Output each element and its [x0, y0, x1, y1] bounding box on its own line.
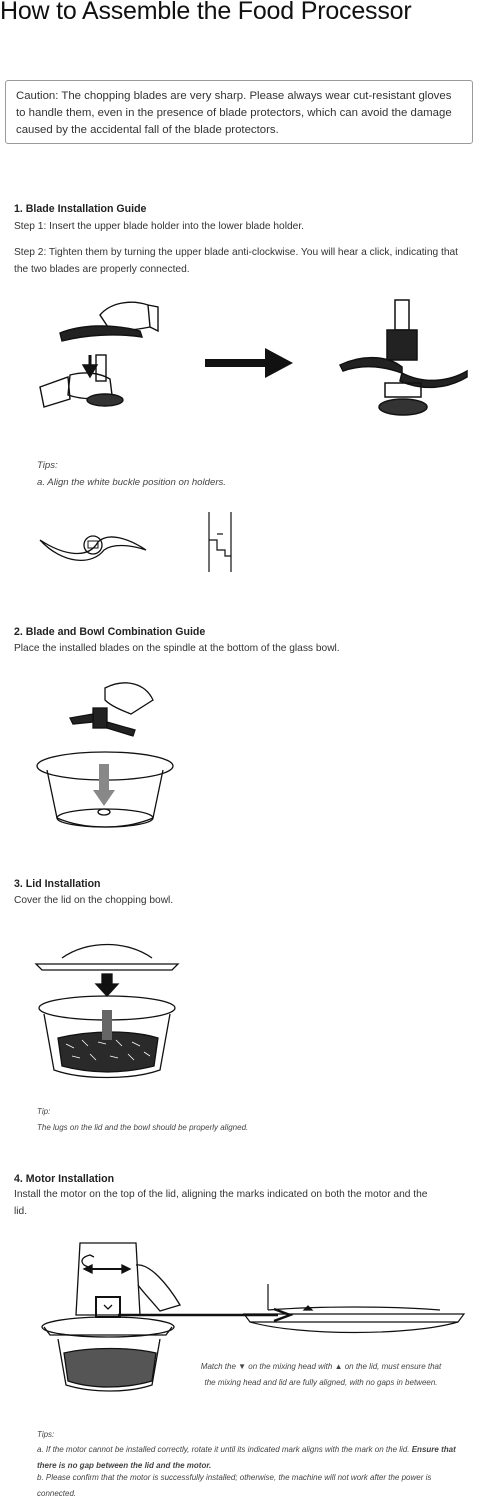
section-1-tip-a: a. Align the white buckle position on holders. — [37, 477, 226, 488]
page-title: How to Assemble the Food Processor — [0, 0, 412, 25]
section-1-step-1: Step 1: Insert the upper blade holder into the lower blade holder. — [14, 221, 304, 232]
section-2-heading: 2. Blade and Bowl Combination Guide — [14, 626, 206, 638]
section-3-tip-label: Tip: — [37, 1107, 51, 1116]
blade-insert-illustration — [30, 295, 170, 425]
section-1-tips-label: Tips: — [37, 460, 58, 471]
section-3-text: Cover the lid on the chopping bowl. — [14, 895, 174, 906]
section-4-tip-a-bold: Ensure that there is no gap between the lid and the motor. — [37, 1445, 456, 1470]
section-4-text: Install the motor on the top of the lid, aligning the marks indicated on both the motor and the lid. — [14, 1189, 428, 1217]
right-arrow-icon — [205, 346, 295, 380]
section-3-heading: 3. Lid Installation — [14, 878, 101, 890]
motor-installation-illustration — [40, 1235, 200, 1420]
section-1-heading: 1. Blade Installation Guide — [14, 203, 147, 215]
assembled-blade-illustration — [335, 295, 470, 430]
section-4-tips-label: Tips: — [37, 1430, 55, 1439]
section-1-step-2: Step 2: Tighten them by turning the upper blade anti-clockwise. You will hear a click, indicating that the two blades are properly connected. — [14, 247, 458, 275]
section-4-match-note: Match the ▼ on the mixing head with ▲ on the lid, must ensure that the mixing head and lid are fully aligned, with no gaps in between. — [200, 1362, 442, 1387]
blade-bowl-illustration — [35, 678, 175, 838]
section-2-text: Place the installed blades on the spindle at the bottom of the glass bowl. — [14, 643, 340, 654]
blade-buckle-illustration — [38, 520, 148, 565]
lid-mark-detail-illustration — [240, 1280, 468, 1360]
section-4-heading: 4. Motor Installation — [14, 1173, 115, 1185]
section-4-tip-b: b. Please confirm that the motor is successfully installed; otherwise, the machine will not work after the power is connected. — [37, 1473, 432, 1498]
section-3-tip-text: The lugs on the lid and the bowl should be properly aligned. — [37, 1123, 249, 1132]
holder-buckle-illustration — [205, 512, 235, 574]
caution-box: Caution: The chopping blades are very sharp. Please always wear cut-resistant gloves to handle them, even in the presence of blade protectors, which can avoid the damage caused by the accidental fall of the blade protectors. — [5, 80, 473, 144]
lid-installation-illustration — [32, 938, 182, 1083]
section-4-tip-a-prefix: a. If the motor cannot be installed correctly, rotate it until its indicated mark aligns with the mark on the lid. — [37, 1445, 410, 1454]
